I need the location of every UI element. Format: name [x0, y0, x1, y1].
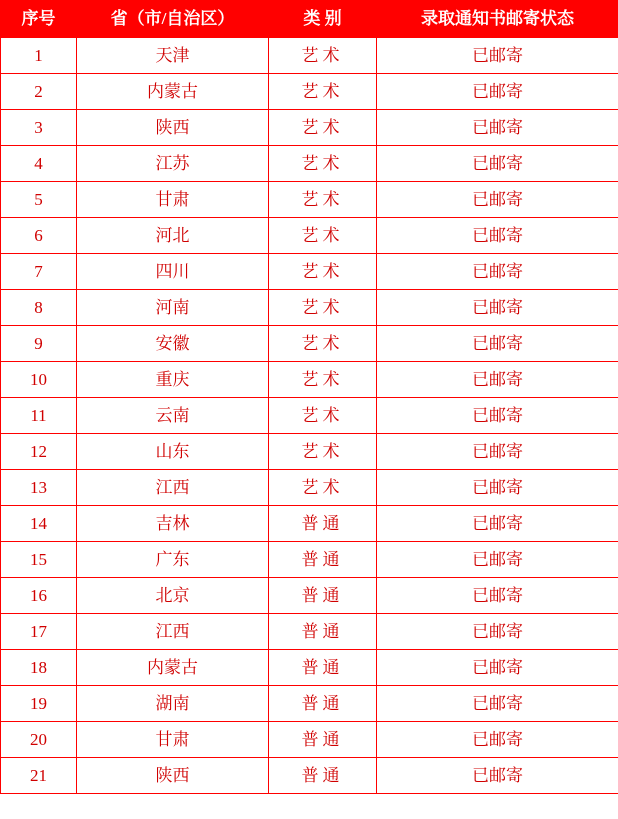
- cell-category: 普通: [269, 650, 377, 686]
- cell-index: 21: [1, 758, 77, 794]
- cell-status: 已邮寄: [377, 578, 618, 614]
- cell-index: 16: [1, 578, 77, 614]
- cell-index: 14: [1, 506, 77, 542]
- cell-province: 山东: [77, 434, 269, 470]
- cell-status: 已邮寄: [377, 506, 618, 542]
- cell-province: 内蒙古: [77, 650, 269, 686]
- table-row: [1, 758, 618, 794]
- table-row: [1, 362, 618, 398]
- cell-category: 艺术: [269, 218, 377, 254]
- table-row: [1, 254, 618, 290]
- cell-status: 已邮寄: [377, 542, 618, 578]
- cell-status: 已邮寄: [377, 110, 618, 146]
- cell-index: 17: [1, 614, 77, 650]
- cell-status: 已邮寄: [377, 182, 618, 218]
- cell-status: 已邮寄: [377, 398, 618, 434]
- cell-status: 已邮寄: [377, 650, 618, 686]
- cell-category: 普通: [269, 506, 377, 542]
- cell-index: 1: [1, 38, 77, 74]
- table-row: [1, 542, 618, 578]
- cell-category: 艺术: [269, 146, 377, 182]
- cell-province: 广东: [77, 542, 269, 578]
- cell-category: 普通: [269, 614, 377, 650]
- table-header-row: [1, 1, 618, 38]
- cell-province: 陕西: [77, 110, 269, 146]
- cell-category: 艺术: [269, 398, 377, 434]
- column-header-category: 类 别: [269, 1, 377, 38]
- cell-index: 8: [1, 290, 77, 326]
- cell-index: 15: [1, 542, 77, 578]
- cell-index: 3: [1, 110, 77, 146]
- cell-status: 已邮寄: [377, 254, 618, 290]
- cell-status: 已邮寄: [377, 758, 618, 794]
- cell-index: 12: [1, 434, 77, 470]
- cell-province: 湖南: [77, 686, 269, 722]
- cell-province: 河南: [77, 290, 269, 326]
- cell-status: 已邮寄: [377, 434, 618, 470]
- cell-index: 10: [1, 362, 77, 398]
- table-row: [1, 686, 618, 722]
- cell-province: 江苏: [77, 146, 269, 182]
- cell-status: 已邮寄: [377, 470, 618, 506]
- cell-province: 江西: [77, 470, 269, 506]
- cell-category: 艺术: [269, 110, 377, 146]
- cell-status: 已邮寄: [377, 290, 618, 326]
- cell-status: 已邮寄: [377, 614, 618, 650]
- cell-index: 20: [1, 722, 77, 758]
- cell-status: 已邮寄: [377, 146, 618, 182]
- cell-province: 吉林: [77, 506, 269, 542]
- cell-status: 已邮寄: [377, 218, 618, 254]
- cell-index: 11: [1, 398, 77, 434]
- cell-index: 13: [1, 470, 77, 506]
- table-header: [1, 1, 618, 38]
- cell-category: 艺术: [269, 182, 377, 218]
- cell-status: 已邮寄: [377, 74, 618, 110]
- table-row: [1, 110, 618, 146]
- cell-category: 艺术: [269, 326, 377, 362]
- cell-category: 艺术: [269, 362, 377, 398]
- cell-index: 6: [1, 218, 77, 254]
- cell-category: 艺术: [269, 254, 377, 290]
- cell-category: 艺术: [269, 74, 377, 110]
- cell-province: 重庆: [77, 362, 269, 398]
- cell-status: 已邮寄: [377, 326, 618, 362]
- cell-province: 甘肃: [77, 182, 269, 218]
- table-row: [1, 326, 618, 362]
- column-header-index: 序号: [1, 1, 77, 38]
- table-row: [1, 38, 618, 74]
- cell-category: 普通: [269, 542, 377, 578]
- table-row: [1, 182, 618, 218]
- cell-index: 9: [1, 326, 77, 362]
- cell-index: 2: [1, 74, 77, 110]
- table-row: [1, 470, 618, 506]
- cell-status: 已邮寄: [377, 362, 618, 398]
- cell-category: 艺术: [269, 290, 377, 326]
- table-row: [1, 74, 618, 110]
- table-row: [1, 650, 618, 686]
- cell-status: 已邮寄: [377, 38, 618, 74]
- cell-province: 安徽: [77, 326, 269, 362]
- cell-category: 普通: [269, 578, 377, 614]
- cell-province: 内蒙古: [77, 74, 269, 110]
- cell-status: 已邮寄: [377, 722, 618, 758]
- column-header-status: 录取通知书邮寄状态: [377, 1, 618, 38]
- cell-index: 7: [1, 254, 77, 290]
- cell-province: 四川: [77, 254, 269, 290]
- cell-category: 普通: [269, 686, 377, 722]
- cell-province: 江西: [77, 614, 269, 650]
- table-row: [1, 614, 618, 650]
- cell-province: 天津: [77, 38, 269, 74]
- table-row: [1, 506, 618, 542]
- cell-index: 19: [1, 686, 77, 722]
- cell-province: 北京: [77, 578, 269, 614]
- cell-province: 河北: [77, 218, 269, 254]
- table-row: [1, 434, 618, 470]
- table-row: [1, 398, 618, 434]
- table-row: [1, 218, 618, 254]
- cell-category: 普通: [269, 758, 377, 794]
- cell-category: 艺术: [269, 434, 377, 470]
- cell-index: 5: [1, 182, 77, 218]
- cell-province: 甘肃: [77, 722, 269, 758]
- table-row: [1, 578, 618, 614]
- column-header-province: 省（市/自治区）: [77, 1, 269, 38]
- cell-category: 普通: [269, 722, 377, 758]
- cell-category: 艺术: [269, 38, 377, 74]
- table-row: [1, 146, 618, 182]
- table-row: [1, 290, 618, 326]
- cell-index: 4: [1, 146, 77, 182]
- cell-province: 陕西: [77, 758, 269, 794]
- cell-status: 已邮寄: [377, 686, 618, 722]
- cell-index: 18: [1, 650, 77, 686]
- cell-category: 艺术: [269, 470, 377, 506]
- cell-province: 云南: [77, 398, 269, 434]
- table-body: [1, 38, 618, 794]
- table-row: [1, 722, 618, 758]
